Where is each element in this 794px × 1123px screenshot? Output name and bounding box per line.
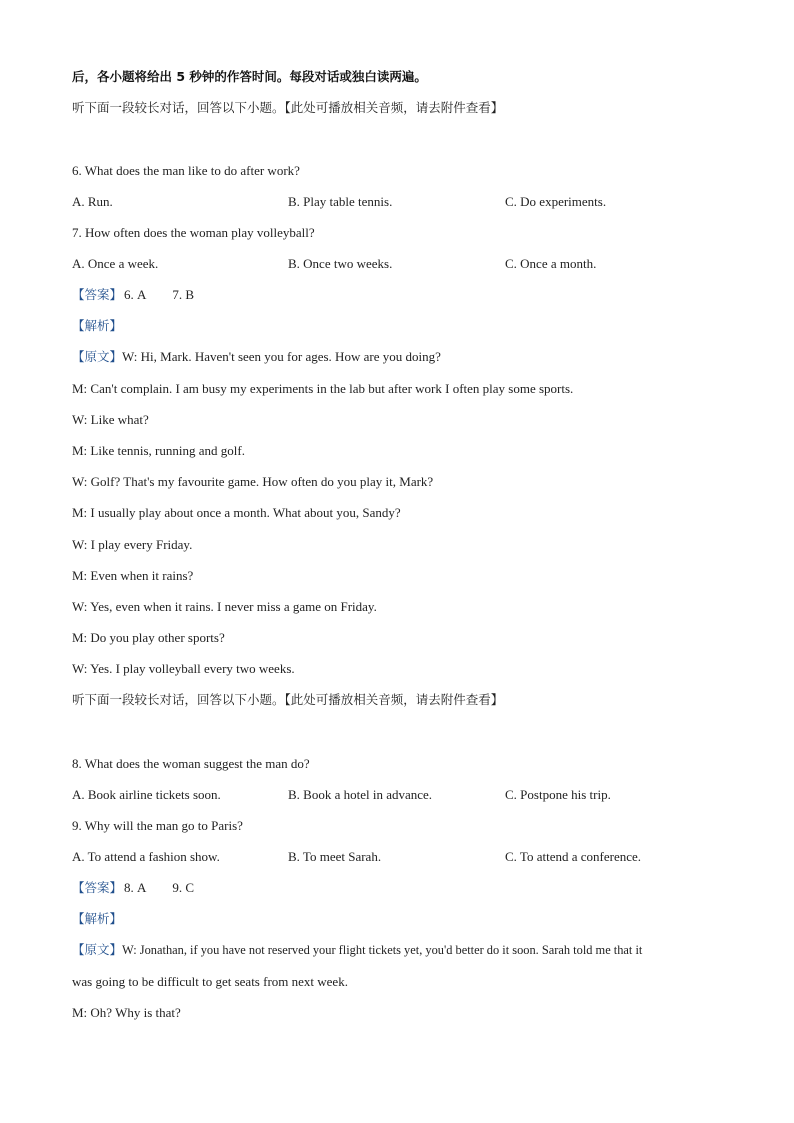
- question-9-option-b: B. To meet Sarah.: [288, 849, 382, 864]
- transcript-line: W: Golf? That's my favourite game. How often do you play it, Mark?: [72, 474, 434, 489]
- analysis-tag: 【解析】: [72, 318, 123, 333]
- answer-tag: 【答案】: [72, 880, 123, 895]
- transcript-line: was going to be difficult to get seats from next week.: [72, 974, 348, 989]
- question-9-stem: 9. Why will the man go to Paris?: [72, 818, 243, 833]
- section2-prompt: 听下面一段较长对话，回答以下小题。【此处可播放相关音频，请去附件查看】: [72, 692, 504, 707]
- question-6-option-c: C. Do experiments.: [505, 194, 607, 209]
- transcript-line: 【原文】W: Jonathan, if you have not reserved your flight tickets yet, you'd better do it soon. Sarah told me that it: [72, 942, 643, 957]
- transcript-line: M: I usually play about once a month. What about you, Sandy?: [72, 505, 401, 520]
- question-9-option-a: A. To attend a fashion show.: [72, 849, 220, 864]
- answer-line-1: [72, 287, 194, 303]
- transcript-tag: 【原文】: [72, 349, 123, 364]
- section1-prompt: 听下面一段较长对话，回答以下小题。【此处可播放相关音频，请去附件查看】: [72, 100, 504, 115]
- question-6-stem: 6. What does the man like to do after work?: [72, 163, 300, 178]
- transcript-line: W: Like what?: [72, 412, 149, 427]
- transcript-line: M: Do you play other sports?: [72, 630, 225, 645]
- question-8-option-c: C. Postpone his trip.: [505, 787, 611, 802]
- transcript-tag: 【原文】: [72, 942, 123, 957]
- question-8-stem: 8. What does the woman suggest the man do?: [72, 756, 310, 771]
- transcript-line: W: Yes. I play volleyball every two weeks.: [72, 661, 295, 676]
- question-8-option-a: A. Book airline tickets soon.: [72, 787, 221, 802]
- answer-value: 7. B: [172, 287, 195, 302]
- transcript-line: M: Even when it rains?: [72, 568, 194, 583]
- answer-value: 9. C: [172, 880, 195, 895]
- question-8-option-b: B. Book a hotel in advance.: [288, 787, 433, 802]
- transcript-line: W: Yes, even when it rains. I never miss a game on Friday.: [72, 599, 377, 614]
- question-6-option-b: B. Play table tennis.: [288, 194, 393, 209]
- question-9-option-c: C. To attend a conference.: [505, 849, 642, 864]
- question-7-option-c: C. Once a month.: [505, 256, 597, 271]
- question-6-option-a: A. Run.: [72, 194, 113, 209]
- answer-tag: 【答案】: [72, 287, 123, 302]
- question-7-stem: 7. How often does the woman play volleyball?: [72, 225, 315, 240]
- question-7-option-b: B. Once two weeks.: [288, 256, 393, 271]
- answer-value: 6. A: [124, 287, 147, 302]
- transcript-line: 【原文】W: Hi, Mark. Haven't seen you for ages. How are you doing?: [72, 349, 441, 364]
- answer-line-2: [72, 880, 194, 896]
- transcript-line: M: Like tennis, running and golf.: [72, 443, 245, 458]
- instruction-tail: 后，各小题将给出 5 秒钟的作答时间。每段对话或独白读两遍。: [72, 69, 427, 84]
- answer-value: 8. A: [124, 880, 147, 895]
- question-7-option-a: A. Once a week.: [72, 256, 159, 271]
- transcript-line: M: Oh? Why is that?: [72, 1005, 181, 1020]
- transcript-line: W: I play every Friday.: [72, 537, 193, 552]
- analysis-tag: 【解析】: [72, 911, 123, 926]
- transcript-line: M: Can't complain. I am busy my experiments in the lab but after work I often play some sports.: [72, 381, 574, 396]
